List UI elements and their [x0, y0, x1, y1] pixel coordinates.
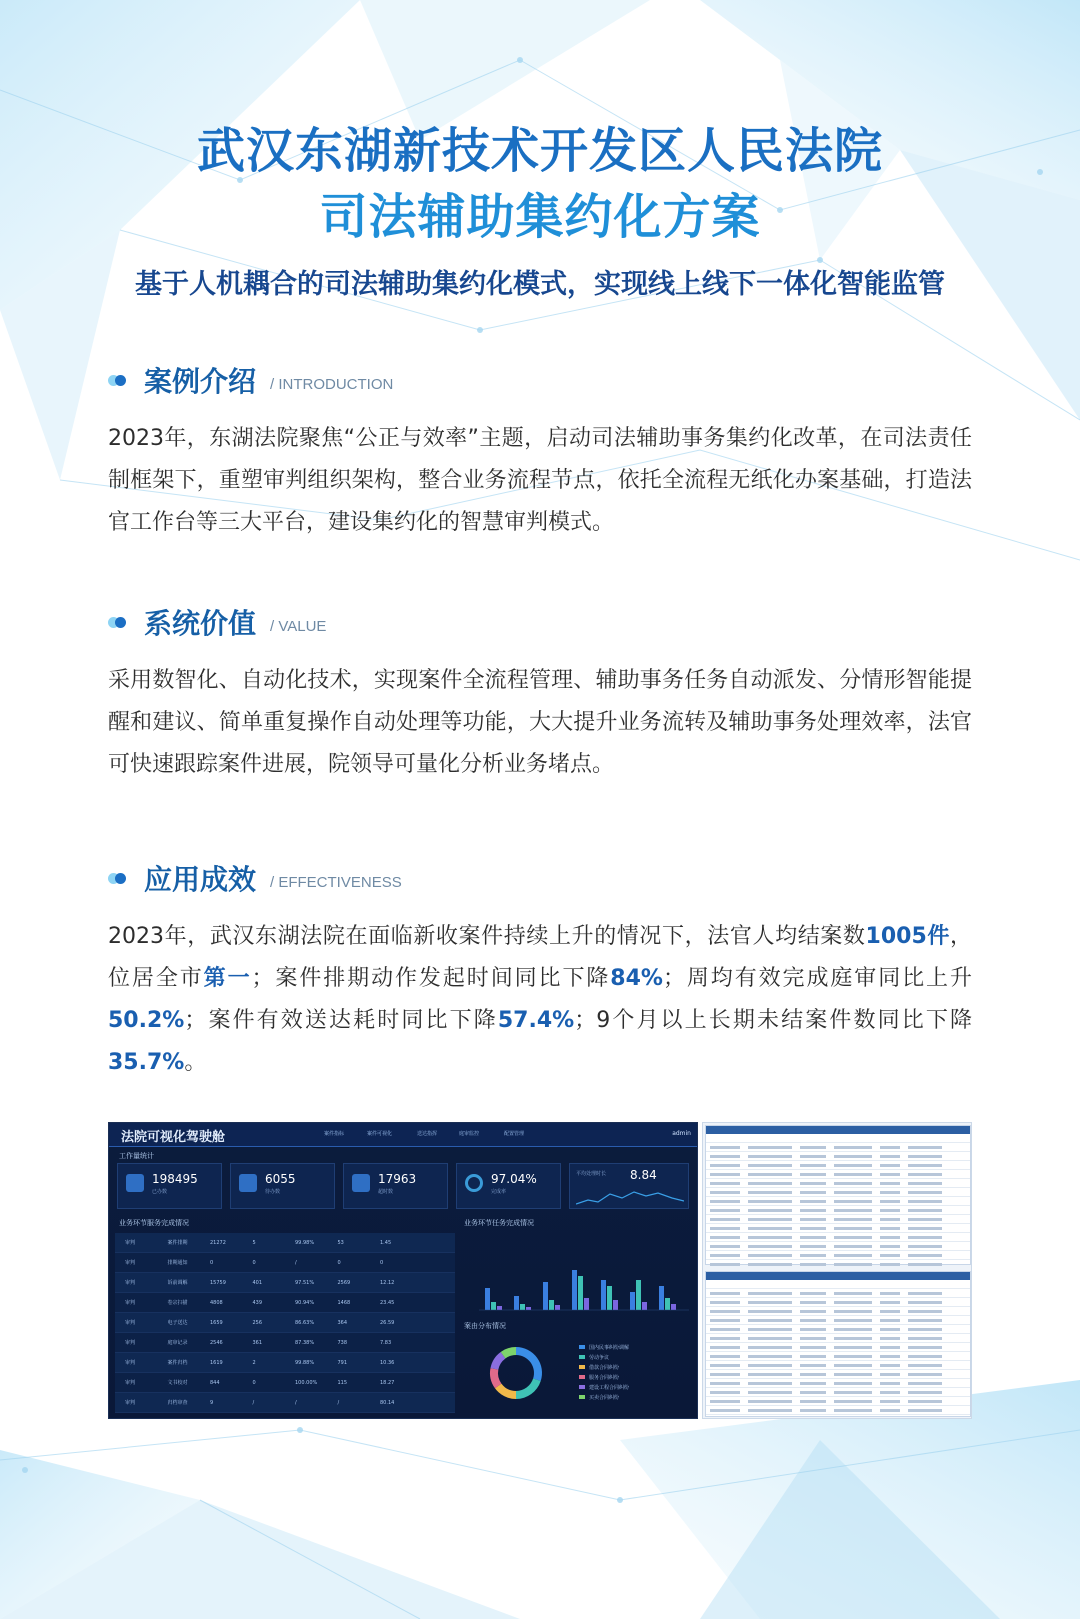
bar: [584, 1298, 589, 1310]
donut-slice: [516, 1379, 541, 1399]
bar: [613, 1300, 618, 1310]
section-title-value: 系统价值: [144, 607, 257, 640]
list-item: [706, 1179, 970, 1188]
table-row: [115, 1373, 455, 1393]
table-cell: 4808: [210, 1299, 223, 1306]
intro-paragraph: 2023年，东湖法院聚焦“公正与效率”主题，启动司法辅助事务集约化改革，在司法责任制框架下，重塑审判组织架构，整合业务流程节点，依托全流程无纸化办案基础，打造法官工作台等三大平台，建设集约化的智慧审判模式。: [108, 426, 972, 535]
task-bar-chart: [461, 1228, 693, 1320]
effect-text: ；案件排期动作发起时间同比下降: [251, 966, 611, 991]
table-row: [115, 1333, 455, 1353]
legend-swatch: [579, 1385, 585, 1389]
table-cell: 文书校对: [167, 1380, 188, 1386]
dashboard-app-title: 法院可视化驾驶舱: [121, 1130, 226, 1145]
legend-swatch: [579, 1355, 585, 1359]
table-cell: 364: [337, 1319, 348, 1326]
table-cell: 115: [337, 1379, 348, 1386]
legend-swatch: [579, 1345, 585, 1349]
table-cell: 诉前调解: [167, 1280, 188, 1286]
bar: [671, 1304, 676, 1310]
list-item: [706, 1352, 970, 1361]
effect-text: ；9个月以上长期未结案件数同比下降: [574, 1008, 972, 1033]
table-row: [115, 1273, 455, 1293]
effect-highlight: 第一: [203, 966, 252, 991]
table-cell: 12.12: [380, 1279, 395, 1286]
effect-highlight: 57.4%: [497, 1008, 575, 1033]
effect-text: 。: [184, 1050, 207, 1075]
table-cell: 归档审查: [167, 1400, 188, 1406]
table-cell: 2: [252, 1359, 256, 1366]
bar: [636, 1280, 641, 1310]
table-cell: 审判: [125, 1380, 136, 1386]
table-row: [115, 1313, 455, 1333]
table-cell: 庭审记录: [167, 1340, 188, 1346]
table-cell: 1.45: [380, 1239, 392, 1246]
list-item: [706, 1197, 970, 1206]
effect-paragraph: [108, 916, 972, 1084]
list-item: [706, 1406, 970, 1415]
section-header-intro: [108, 360, 393, 400]
bar: [520, 1304, 525, 1310]
table-cell: 23.45: [380, 1299, 395, 1306]
table-cell: 21272: [210, 1239, 226, 1246]
dashboard-topbar: [109, 1123, 698, 1147]
section-en-intro: / INTRODUCTION: [270, 375, 394, 393]
service-table: [115, 1233, 455, 1413]
table-cell: 2546: [210, 1339, 223, 1346]
list-item: [706, 1343, 970, 1352]
table-cell: 审判: [125, 1260, 136, 1266]
list-item: [706, 1370, 970, 1379]
kpi-label: 完成率: [491, 1189, 507, 1195]
bar: [491, 1302, 496, 1310]
section-header-effect: [108, 858, 402, 898]
table-cell: 0: [380, 1259, 384, 1266]
list-item: [706, 1215, 970, 1224]
legend-label: 建设工程合同纠纷: [589, 1385, 630, 1391]
table-cell: /: [337, 1399, 340, 1406]
table-cell: 审判: [125, 1340, 136, 1346]
kpi-label: 已办数: [152, 1189, 168, 1195]
kpi-card: [343, 1163, 448, 1209]
effect-highlight: 1005件: [865, 924, 950, 949]
table-cell: 26.59: [380, 1319, 395, 1326]
section-title-effect: 应用成效: [144, 863, 257, 896]
page-title-line2: 司法辅助集约化方案: [319, 189, 761, 245]
table-row: [115, 1353, 455, 1373]
table-cell: 844: [210, 1379, 220, 1386]
table-cell: 审判: [125, 1360, 136, 1366]
dashboard-nav-item: 庭审监控: [459, 1131, 480, 1137]
table-cell: 0: [337, 1259, 341, 1266]
section-header-value: [108, 602, 326, 642]
table-cell: 审判: [125, 1300, 136, 1306]
legend-label: 劳动争议: [589, 1355, 610, 1361]
list-item: [706, 1361, 970, 1370]
clock-document-icon: [352, 1174, 370, 1192]
list-item: [706, 1307, 970, 1316]
table-cell: 100.00%: [295, 1379, 318, 1386]
list-item: [706, 1388, 970, 1397]
progress-ring-icon: [465, 1174, 483, 1192]
table-cell: 86.63%: [295, 1319, 315, 1326]
page-subtitle: 基于人机耦合的司法辅助集约化模式，实现线上线下一体化智能监管: [135, 269, 945, 300]
table-cell: 审判: [125, 1320, 136, 1326]
table-cell: 2569: [337, 1279, 351, 1286]
window-titlebar: [706, 1126, 970, 1134]
table-cell: 审判: [125, 1400, 136, 1406]
table-cell: 5: [252, 1239, 256, 1246]
table-cell: 15759: [210, 1279, 226, 1286]
bar: [578, 1276, 583, 1310]
table-cell: 审判: [125, 1280, 136, 1286]
table-cell: 审判: [125, 1240, 136, 1246]
table-cell: 791: [337, 1359, 348, 1366]
bar: [659, 1286, 664, 1310]
bar: [543, 1282, 548, 1310]
table-cell: 0: [252, 1259, 256, 1266]
legend-label: 服务合同纠纷: [589, 1375, 620, 1381]
kpi-value: 17963: [378, 1172, 417, 1186]
sparkline-icon: [576, 1186, 684, 1206]
table-row: [115, 1393, 455, 1413]
table-cell: 0: [210, 1259, 214, 1266]
table-cell: 1468: [337, 1299, 351, 1306]
table-cell: 361: [252, 1339, 263, 1346]
list-item: [706, 1298, 970, 1307]
effect-highlight: 35.7%: [108, 1050, 185, 1075]
effect-highlight: 84%: [610, 966, 663, 991]
table-cell: 10.36: [380, 1359, 395, 1366]
list-item: [706, 1397, 970, 1406]
list-item: [706, 1325, 970, 1334]
table-cell: 439: [252, 1299, 263, 1306]
kpi-card: [117, 1163, 222, 1209]
list-item: [706, 1251, 970, 1260]
section-bullet-icon: [108, 373, 130, 387]
effect-text: 2023年，武汉东湖法院在面临新收案件持续上升的情况下，法官人均结案数: [108, 924, 866, 949]
panel-title-task: 业务环节任务完成情况: [464, 1219, 534, 1227]
table-cell: 99.98%: [295, 1239, 315, 1246]
section-bullet-icon: [108, 615, 130, 629]
kpi-label: 平均处理时长: [576, 1171, 607, 1177]
effect-text: ；案件有效送达耗时同比下降: [184, 1008, 498, 1033]
table-row: [115, 1233, 455, 1253]
table-row: [115, 1293, 455, 1313]
table-cell: 9: [210, 1399, 214, 1406]
legend-label: 借款合同纠纷: [589, 1365, 620, 1371]
case-list-window: [705, 1125, 971, 1265]
list-item: [706, 1188, 970, 1197]
value-paragraph: 采用数智化、自动化技术，实现案件全流程管理、辅助事务任务自动派发、分情形智能提醒和建议、简单重复操作自动处理等功能，大大提升业务流转及辅助事务处理效率，法官可快速跟踪案件进展，院领导可量化分析业务堵点。: [108, 668, 972, 777]
table-cell: 87.38%: [295, 1339, 315, 1346]
bar: [642, 1302, 647, 1310]
table-cell: 80.14: [380, 1399, 395, 1406]
table-cell: 738: [337, 1339, 348, 1346]
table-cell: 案件归档: [167, 1360, 188, 1366]
window-titlebar: [706, 1272, 970, 1280]
kpi-value: 6055: [265, 1172, 296, 1186]
list-item: [706, 1206, 970, 1215]
table-cell: 401: [252, 1279, 263, 1286]
legend-swatch: [579, 1395, 585, 1399]
list-item: [706, 1379, 970, 1388]
list-item: [706, 1161, 970, 1170]
bar: [607, 1286, 612, 1310]
bar: [526, 1307, 531, 1310]
list-item: [706, 1316, 970, 1325]
section-title-intro: 案例介绍: [144, 365, 257, 398]
kpi-label: 待办数: [265, 1189, 281, 1195]
panel-title-service: 业务环节服务完成情况: [119, 1219, 189, 1227]
table-cell: /: [252, 1399, 255, 1406]
task-list-rows: [706, 1280, 970, 1415]
bar: [497, 1306, 502, 1310]
list-item: [706, 1242, 970, 1251]
kpi-value: 198495: [152, 1172, 198, 1186]
list-item: [706, 1280, 970, 1289]
effect-text: ，位居全市: [108, 924, 972, 991]
table-cell: 99.88%: [295, 1359, 315, 1366]
panel-title-case: 案由分布情况: [464, 1322, 506, 1330]
calendar-icon: [239, 1174, 257, 1192]
legend-label: 买卖合同纠纷: [589, 1395, 620, 1401]
kpi-card: [456, 1163, 561, 1209]
table-cell: 53: [337, 1239, 344, 1246]
bar: [572, 1270, 577, 1310]
legend-swatch: [579, 1365, 585, 1369]
bar: [630, 1292, 635, 1310]
dashboard-user: admin: [672, 1130, 691, 1137]
case-donut-chart: [461, 1323, 693, 1418]
effect-text: ；周均有效完成庭审同比上升: [662, 966, 972, 991]
bar: [549, 1300, 554, 1310]
donut-slice: [516, 1347, 542, 1381]
table-cell: 排期通知: [167, 1260, 188, 1266]
table-cell: 7.83: [380, 1339, 392, 1346]
panel-title-work: 工作量统计: [119, 1152, 154, 1160]
legend-swatch: [579, 1375, 585, 1379]
section-en-value: / VALUE: [270, 617, 327, 635]
table-cell: 0: [252, 1379, 256, 1386]
list-item: [706, 1334, 970, 1343]
table-cell: 1659: [210, 1319, 223, 1326]
list-item: [706, 1289, 970, 1298]
table-cell: 案件排期: [167, 1240, 188, 1246]
table-cell: 90.94%: [295, 1299, 315, 1306]
table-cell: 卷宗扫描: [167, 1300, 188, 1306]
management-system-screenshot: [702, 1122, 972, 1419]
task-list-window: [705, 1271, 971, 1417]
bar: [601, 1280, 606, 1310]
list-item: [706, 1152, 970, 1161]
effect-highlight: 50.2%: [108, 1008, 185, 1033]
list-item: [706, 1134, 970, 1143]
page-title-line1: 武汉东湖新技术开发区人民法院: [196, 123, 883, 179]
kpi-label: 超时数: [378, 1189, 394, 1195]
section-bullet-icon: [108, 871, 130, 885]
dashboard-nav-item: 案件指标: [324, 1131, 345, 1137]
dashboard-nav-item: 送达指挥: [417, 1131, 438, 1137]
legend-label: 国内民事纠纷调解: [589, 1345, 630, 1351]
list-item: [706, 1233, 970, 1242]
dashboard-nav-item: 案件可视化: [367, 1131, 393, 1137]
case-list-rows: [706, 1134, 970, 1260]
table-cell: 1619: [210, 1359, 223, 1366]
bar: [514, 1296, 519, 1310]
kpi-card: [230, 1163, 335, 1209]
dashboard-screenshot: [108, 1122, 698, 1419]
list-item: [706, 1143, 970, 1152]
table-cell: 电子送达: [167, 1320, 188, 1326]
table-row: [115, 1253, 455, 1273]
bar: [665, 1298, 670, 1310]
table-cell: 97.51%: [295, 1279, 315, 1286]
table-cell: /: [295, 1259, 297, 1266]
kpi-value: 97.04%: [491, 1172, 537, 1186]
bar: [485, 1288, 490, 1310]
kpi-value: 8.84: [630, 1168, 657, 1182]
table-cell: /: [295, 1399, 297, 1406]
section-en-effect: / EFFECTIVENESS: [270, 873, 402, 891]
dashboard-nav-item: 配置管理: [504, 1131, 525, 1137]
bar: [555, 1305, 560, 1310]
document-icon: [126, 1174, 144, 1192]
list-item: [706, 1170, 970, 1179]
table-cell: 18.27: [380, 1379, 395, 1386]
kpi-card: [569, 1163, 689, 1209]
table-cell: 256: [252, 1319, 263, 1326]
list-item: [706, 1224, 970, 1233]
